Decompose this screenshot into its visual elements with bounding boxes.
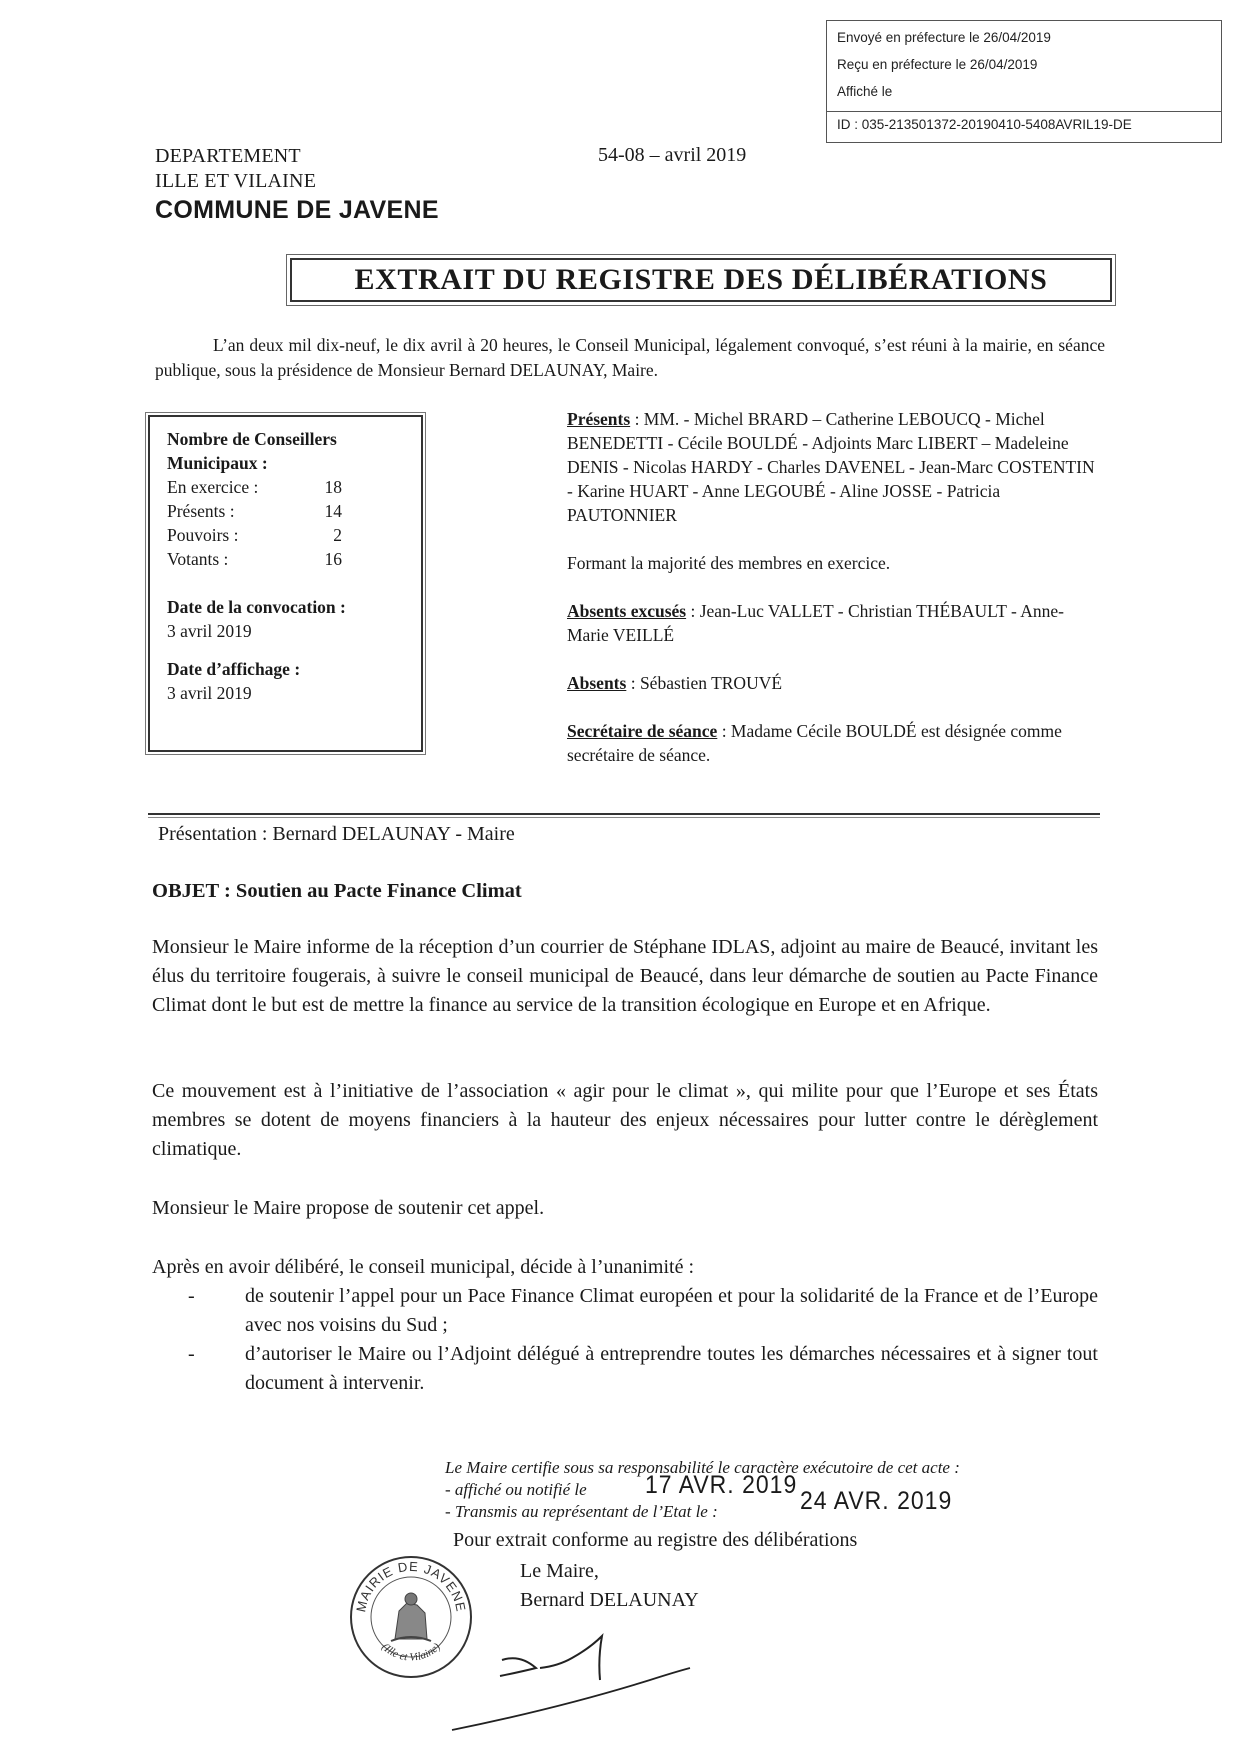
excused-label: Absents excusés [567,601,687,621]
stat-row-pouvoirs [167,523,412,547]
header-department-block [155,144,316,194]
cert-affiche-label: - affiché ou notifié le [445,1480,587,1499]
stat-label: En exercice : [167,477,259,497]
decision-list [188,1282,1098,1398]
mayor-signature-block [520,1557,699,1615]
body-paragraph-3: Monsieur le Maire propose de soutenir cet appel. [152,1197,545,1219]
secretary-label: Secrétaire de séance [567,721,718,741]
absent-text: : Sébastien TROUVÉ [626,673,783,693]
stat-label: Présents : [167,501,235,521]
council-stats-box [148,415,423,752]
secretary-text: : Madame Cécile BOULDÉ est désignée comme secrétaire de séance. [567,721,1062,765]
list-item-text: d’autoriser le Maire ou l’Adjoint délégué à entreprendre toutes les démarches nécessaires et à signer tout document à intervenir. [245,1343,1098,1394]
list-dash: - [188,1343,195,1365]
prefecture-stamp-box [826,20,1222,143]
body-paragraph-1: Monsieur le Maire informe de la réception d’un courrier de Stéphane IDLAS, adjoint au maire de Beaucé, invitant les élus du territoire fougerais, à suivre le conseil municipal de Beaucé, dans leur démarche de soutien au Pacte Finance Climat dont le but est de mettre la finance au service de la transition écologique en Europe et en Afrique. [152,936,1098,1016]
list-item-text: de soutenir l’appel pour un Pace Finance Climat européen et pour la solidarité de la France et de l’Europe avec nos voisins du Sud ; [245,1285,1098,1336]
present-members [567,407,1097,527]
stat-row-votants [167,547,412,571]
cert-line-2 [445,1469,1095,1501]
stat-value: 2 [333,525,342,545]
seal-bottom-text: (Ille et Vilaine) [379,1641,443,1664]
department-label: DEPARTEMENT [155,145,301,167]
prefecture-posted: Affiché le [837,84,893,99]
stats-heading-1: Nombre de Conseillers [167,429,337,449]
affichage-date: 3 avril 2019 [167,683,252,703]
svg-text:(Ille et Vilaine) [379,1641,443,1664]
excused-text: : Jean-Luc VALLET - Christian THÉBAULT - Anne-Marie VEILLÉ [567,601,1064,645]
stat-row-presents [167,499,412,523]
convocation-date: 3 avril 2019 [167,621,252,641]
stat-value: 16 [324,549,342,569]
stat-label: Votants : [167,549,229,569]
body-paragraph-4: Après en avoir délibéré, le conseil municipal, décide à l’unanimité : [152,1256,695,1278]
stat-value: 14 [324,501,342,521]
intro-paragraph: L’an deux mil dix-neuf, le dix avril à 20 heures, le Conseil Municipal, légalement convoqué, s’est réuni à la mairie, en séance publique, sous la présidence de Monsieur Bernard DELAUNAY, Maire. [155,335,1105,380]
affichage-label: Date d’affichage : [167,659,301,679]
commune-name: COMMUNE DE JAVENE [155,196,439,224]
cert-line-1: Le Maire certifie sous sa responsabilité le caractère exécutoire de cet acte : [445,1458,960,1477]
date-affiche-stamp: 17 AVR. 2019 [645,1469,798,1499]
mayor-name: Bernard DELAUNAY [520,1589,699,1611]
body-paragraph-2: Ce mouvement est à l’initiative de l’association « agir pour le climat », qui milite pour que l’Europe et ses États membres se dotent de moyens financiers à la hauteur des enjeux nécessaires pour lutter contre le dérèglement climatique. [152,1080,1098,1160]
conforme-line: Pour extrait conforme au registre des délibérations [453,1529,858,1551]
present-label: Présents [567,409,631,429]
objet-heading: OBJET : Soutien au Pacte Finance Climat [152,880,522,902]
prefecture-id: ID : 035-213501372-20190410-5408AVRIL19-DE [827,111,1221,132]
stat-label: Pouvoirs : [167,525,239,545]
attendance-column [567,407,1097,791]
list-item [188,1340,1098,1398]
region-label: ILLE ET VILAINE [155,170,317,192]
present-text: : MM. - Michel BRARD – Catherine LEBOUCQ - Michel BENEDETTI - Cécile BOULDÉ - Adjoints Marc LIBERT – Madeleine DENIS - Nicolas HARDY - Charles DAVENEL - Jean-Marc COSTENTIN - Karine HUART - Anne LEGOUBÉ - Aline JOSSE - Patricia PAUTONNIER [567,409,1095,525]
prefecture-received: Reçu en préfecture le 26/04/2019 [837,57,1038,72]
stat-value: 18 [324,477,342,497]
convocation-label: Date de la convocation : [167,597,346,617]
section-divider [148,813,1100,815]
presentation-line: Présentation : Bernard DELAUNAY - Maire [158,823,515,845]
cert-transmis-label: - Transmis au représentant de l’Etat le : [445,1502,718,1521]
absent-members [567,671,1097,695]
document-title: EXTRAIT DU REGISTRE DES DÉLIBÉRATIONS [290,258,1112,302]
deliberation-reference: 54-08 – avril 2019 [598,144,747,166]
seal-top-text: MAIRIE DE JAVENE [353,1558,469,1614]
date-transmis-stamp: 24 AVR. 2019 [800,1485,953,1515]
stats-heading-2: Municipaux : [167,453,268,473]
absent-label: Absents [567,673,627,693]
prefecture-sent: Envoyé en préfecture le 26/04/2019 [837,30,1051,45]
section-divider-thin [148,817,1100,818]
secretary [567,719,1097,767]
majority-note: Formant la majorité des membres en exercice. [567,553,891,573]
mayor-title: Le Maire, [520,1560,599,1582]
certification-block [445,1457,1095,1523]
excused-members [567,599,1097,647]
list-item [188,1282,1098,1340]
signature-icon [440,1628,700,1738]
list-dash: - [188,1285,195,1307]
stat-row-exercice [167,475,412,499]
